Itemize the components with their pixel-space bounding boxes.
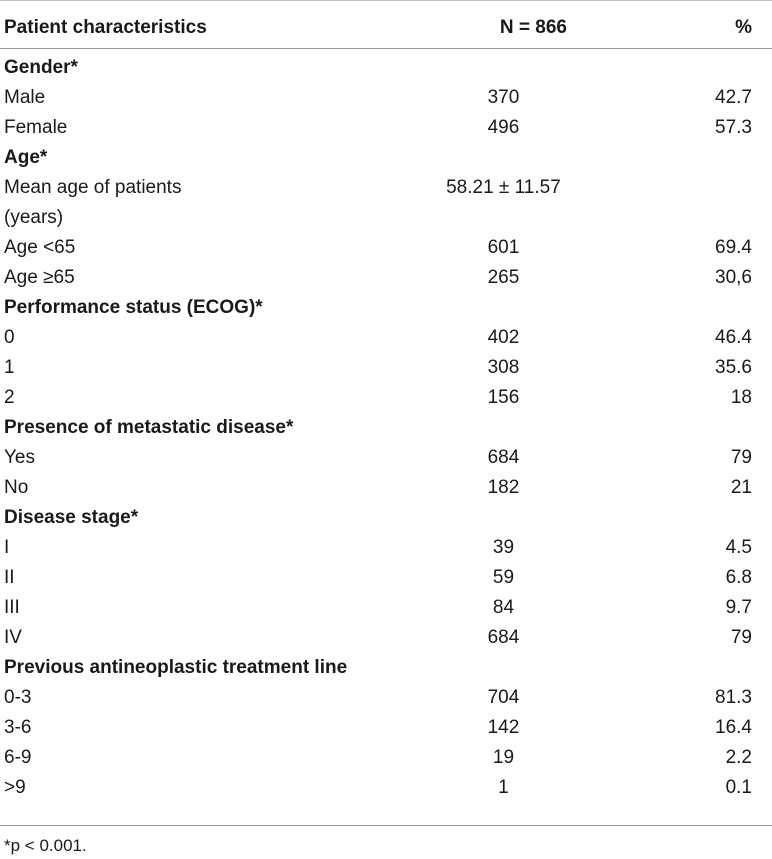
- row-percent: [613, 173, 772, 203]
- row-percent: 57.3: [715, 117, 752, 138]
- table-row: [0, 353, 772, 383]
- row-label: Mean age of patients: [4, 177, 182, 198]
- row-label: Age ≥65: [4, 267, 75, 288]
- table-row: [0, 683, 772, 713]
- section-row: [0, 503, 772, 533]
- table-row: [0, 533, 772, 563]
- table-row: [0, 173, 772, 203]
- section-row: [0, 143, 772, 173]
- row-n: 601: [487, 237, 520, 258]
- header-characteristics: Patient characteristics: [0, 8, 394, 49]
- row-n: 704: [487, 687, 520, 708]
- row-label: 0: [4, 327, 15, 348]
- row-percent: [613, 203, 772, 233]
- row-label: II: [4, 567, 15, 588]
- table-row: [0, 203, 772, 233]
- row-percent: 30,6: [715, 267, 752, 288]
- row-percent: 21: [730, 477, 752, 498]
- row-percent: 4.5: [725, 537, 752, 558]
- row-n: 39: [492, 537, 515, 558]
- table-row: [0, 443, 772, 473]
- table-row: [0, 383, 772, 413]
- row-n: 496: [487, 117, 520, 138]
- table-row: [0, 323, 772, 353]
- table-row: [0, 263, 772, 293]
- row-label: Yes: [4, 447, 35, 468]
- row-n: 370: [487, 87, 520, 108]
- table-row: [0, 563, 772, 593]
- table-row: [0, 743, 772, 773]
- row-percent: 6.8: [725, 567, 752, 588]
- row-label: III: [4, 597, 20, 618]
- row-label: 6-9: [4, 747, 32, 768]
- row-percent: 18: [730, 387, 752, 408]
- header-n: N = 866: [394, 8, 614, 49]
- row-n: 684: [487, 627, 520, 648]
- row-n: 84: [492, 597, 515, 618]
- table-row: [0, 83, 772, 113]
- row-label: Female: [4, 117, 68, 138]
- row-n: 19: [492, 747, 515, 768]
- table-row: [0, 233, 772, 263]
- row-n: 402: [487, 327, 520, 348]
- row-percent: 69.4: [715, 237, 752, 258]
- section-label: Age*: [4, 147, 48, 168]
- header-row: [0, 8, 772, 49]
- table-row: [0, 713, 772, 743]
- row-percent: 79: [730, 627, 752, 648]
- row-n: 156: [487, 387, 520, 408]
- row-label: (years): [4, 207, 64, 228]
- row-n: 1: [498, 777, 509, 798]
- table-row: [0, 773, 772, 803]
- row-n: 182: [487, 477, 520, 498]
- table-row: [0, 623, 772, 653]
- header-percent: %: [613, 8, 772, 49]
- row-label: >9: [4, 777, 26, 798]
- section-row: [0, 293, 772, 323]
- section-label: Performance status (ECOG)*: [4, 297, 263, 318]
- row-label: 0-3: [4, 687, 32, 708]
- row-percent: 2.2: [725, 747, 752, 768]
- section-row: [0, 49, 772, 84]
- row-n: 308: [487, 357, 520, 378]
- row-percent: 81.3: [715, 687, 752, 708]
- section-row: [0, 413, 772, 443]
- row-label: No: [4, 477, 29, 498]
- row-label: Male: [4, 87, 46, 108]
- table-row: [0, 593, 772, 623]
- row-label: 3-6: [4, 717, 32, 738]
- bottom-rule: [0, 825, 772, 826]
- row-n: 59: [492, 567, 515, 588]
- row-percent: 42.7: [715, 87, 752, 108]
- row-n: 58.21 ± 11.57: [446, 177, 561, 198]
- section-label: Gender*: [4, 57, 78, 78]
- row-label: 1: [4, 357, 15, 378]
- table-body: [0, 49, 772, 804]
- row-label: Age <65: [4, 237, 76, 258]
- row-percent: 79: [730, 447, 752, 468]
- row-percent: 9.7: [725, 597, 752, 618]
- section-row: [0, 653, 772, 683]
- row-n: [394, 203, 614, 233]
- row-label: IV: [4, 627, 22, 648]
- table-row: [0, 113, 772, 143]
- row-n: 684: [487, 447, 520, 468]
- row-percent: 0.1: [725, 777, 752, 798]
- row-percent: 46.4: [715, 327, 752, 348]
- top-rule: [0, 0, 772, 1]
- row-label: 2: [4, 387, 15, 408]
- row-percent: 35.6: [715, 357, 752, 378]
- patient-characteristics-table: [0, 8, 772, 803]
- row-n: 142: [487, 717, 520, 738]
- footnote: *p < 0.001.: [4, 836, 87, 855]
- table-row: [0, 473, 772, 503]
- row-n: 265: [487, 267, 520, 288]
- section-label: Disease stage*: [4, 507, 139, 528]
- section-label: Previous antineoplastic treatment line: [4, 657, 348, 678]
- row-label: I: [4, 537, 10, 558]
- section-label: Presence of metastatic disease*: [4, 417, 294, 438]
- row-percent: 16.4: [715, 717, 752, 738]
